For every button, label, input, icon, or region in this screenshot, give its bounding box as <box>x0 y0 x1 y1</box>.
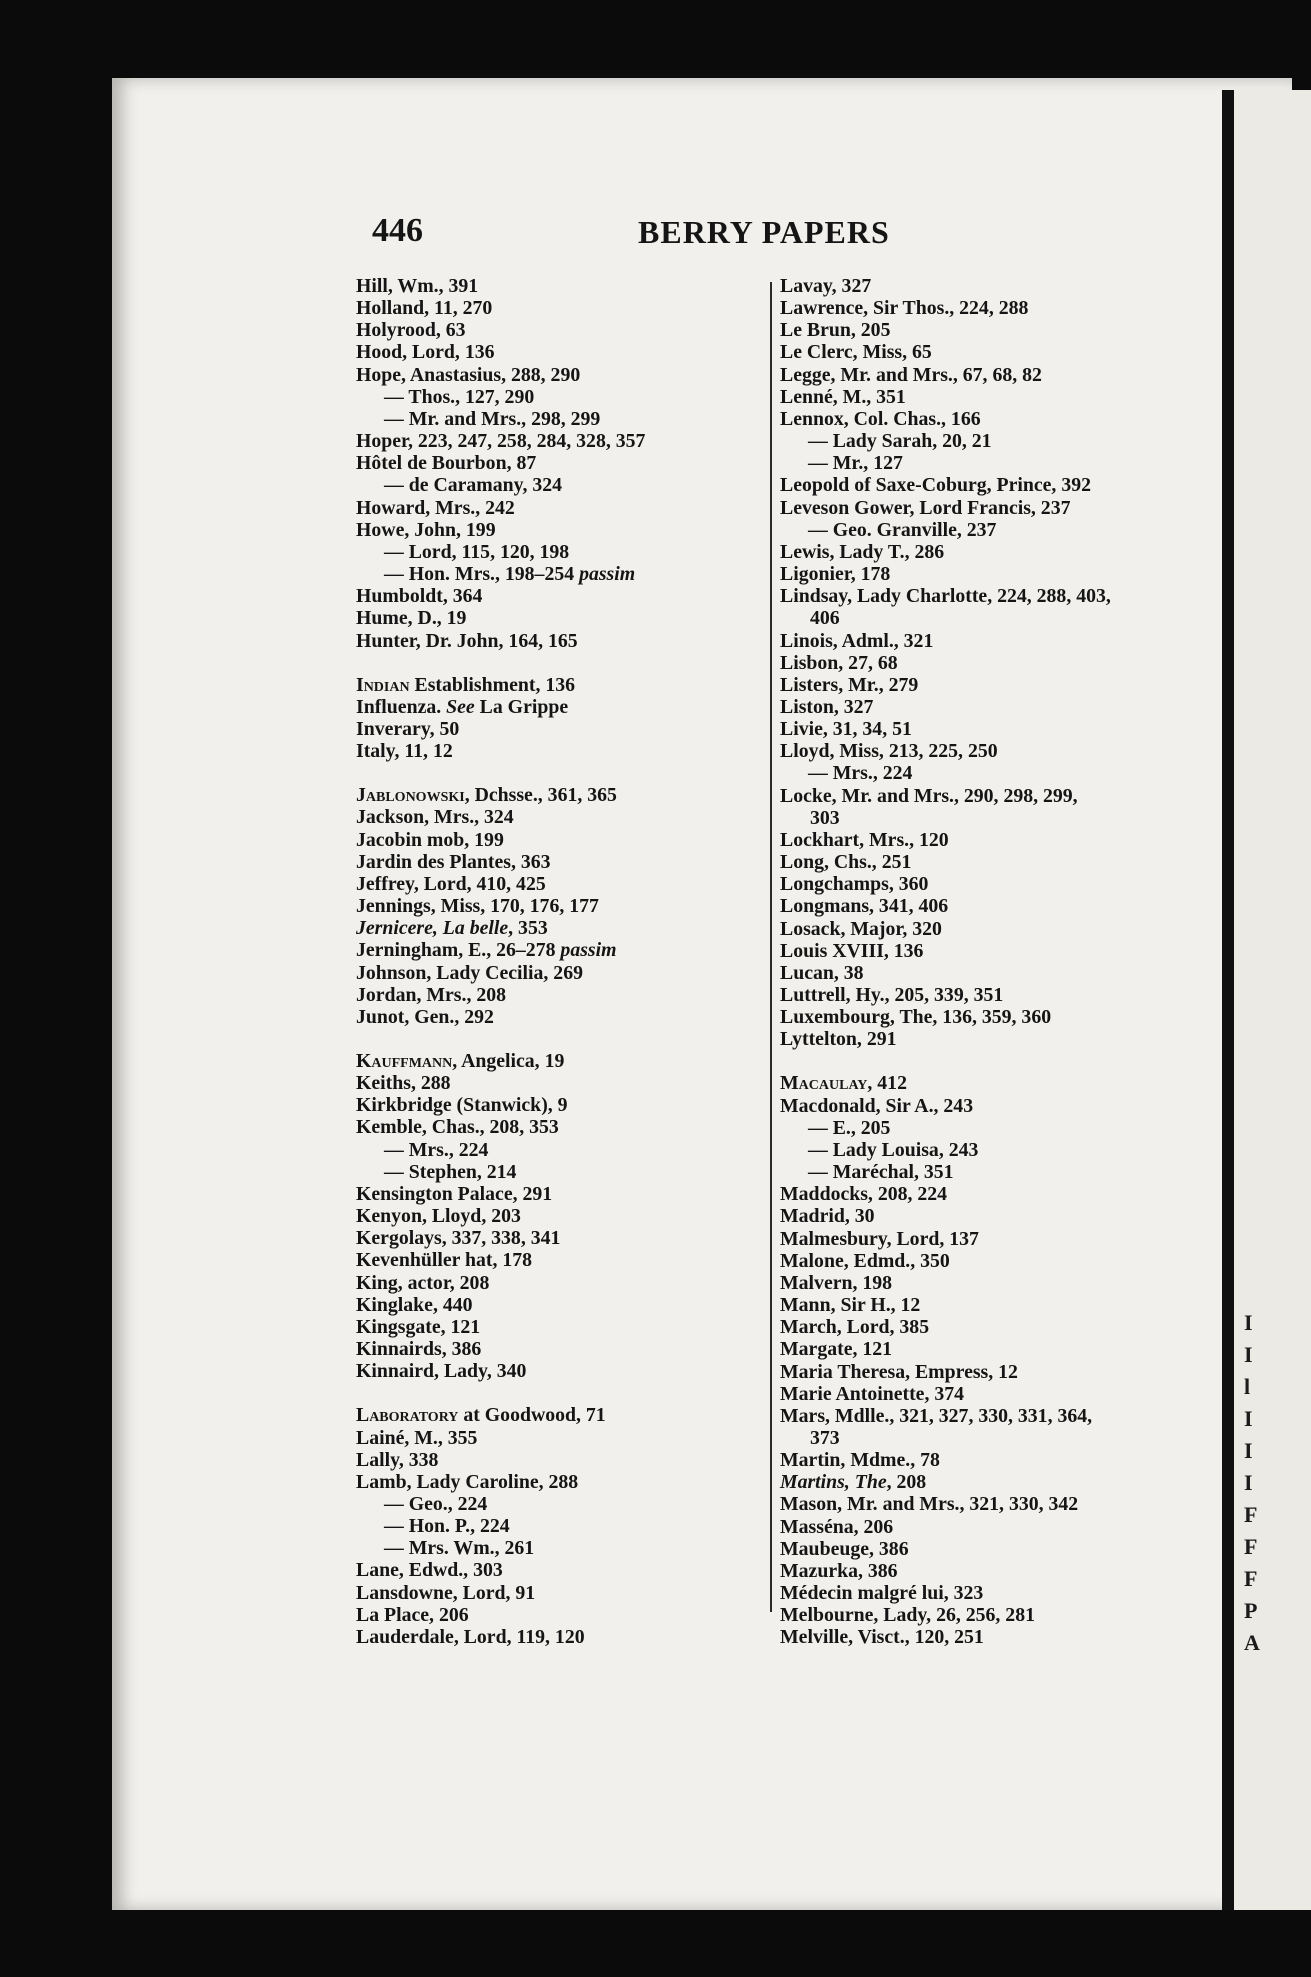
adjacent-page-letter: F <box>1244 1566 1258 1591</box>
entry-text: Junot, Gen., 292 <box>356 1005 494 1028</box>
entry-text: Locke, Mr. and Mrs., 290, 298, 299, <box>780 784 1078 807</box>
index-entry <box>356 1360 741 1382</box>
entry-text: Le Clerc, Miss, 65 <box>780 341 932 364</box>
index-entry <box>356 917 741 939</box>
index-entry <box>780 652 1200 674</box>
entry-text: — Lady Sarah, 20, 21 <box>808 430 992 453</box>
entry-text: 303 <box>810 806 840 829</box>
index-entry <box>356 851 741 873</box>
index-entry <box>356 1006 741 1028</box>
index-entry <box>780 895 1200 917</box>
entry-text: — Mr., 127 <box>808 452 903 475</box>
index-entry <box>780 386 1200 408</box>
index-entry <box>356 497 741 519</box>
entry-text: Macdonald, Sir A., 243 <box>780 1094 974 1117</box>
index-entry <box>356 430 741 452</box>
index-entry <box>356 718 741 740</box>
adjacent-page-letter: I <box>1244 1470 1253 1495</box>
entry-text: Maddocks, 208, 224 <box>780 1183 948 1206</box>
adjacent-page-letter: I <box>1244 1310 1253 1335</box>
index-entry <box>780 563 1200 585</box>
index-entry <box>780 984 1200 1006</box>
index-entry <box>356 829 741 851</box>
index-entry <box>780 408 1200 430</box>
index-entry <box>356 1449 741 1471</box>
entry-text: Leopold of Saxe-Coburg, Prince, 392 <box>780 474 1091 497</box>
entry-text: Mann, Sir H., 12 <box>780 1294 921 1317</box>
index-entry <box>780 1361 1200 1383</box>
index-entry <box>356 1227 741 1249</box>
index-entry <box>356 319 741 341</box>
index-entry <box>356 806 741 828</box>
index-entry <box>356 962 741 984</box>
entry-text: Mazurka, 386 <box>780 1559 898 1582</box>
index-entry <box>780 1272 1200 1294</box>
entry-text: Kenyon, Lloyd, 203 <box>356 1205 521 1228</box>
index-entry <box>356 1338 741 1360</box>
adjacent-page-edge <box>1234 90 1311 1910</box>
entry-text: Hope, Anastasius, 288, 290 <box>356 363 581 386</box>
entry-text: Influenza. <box>356 695 447 718</box>
entry-text: — Stephen, 214 <box>384 1160 517 1183</box>
index-entry <box>356 1559 741 1581</box>
entry-text: Martin, Mdme., 78 <box>780 1449 940 1472</box>
entry-text: Maubeuge, 386 <box>780 1537 909 1560</box>
index-entry <box>780 696 1200 718</box>
index-entry <box>780 674 1200 696</box>
index-entry <box>356 674 741 696</box>
entry-text: Lavay, 327 <box>780 275 872 297</box>
entry-text: Howard, Mrs., 242 <box>356 496 515 519</box>
entry-text: Establishment, 136 <box>409 673 576 696</box>
index-entry <box>780 1117 1200 1139</box>
entry-text: Melville, Visct., 120, 251 <box>780 1626 984 1649</box>
index-entry <box>356 1050 741 1072</box>
entry-text: Jardin des Plantes, 363 <box>356 850 551 873</box>
index-entry <box>780 940 1200 962</box>
entry-text: Lyttelton, 291 <box>780 1028 897 1051</box>
entry-text: Melbourne, Lady, 26, 256, 281 <box>780 1604 1035 1627</box>
index-entry <box>356 1515 741 1537</box>
entry-text: Kergolays, 337, 338, 341 <box>356 1227 561 1250</box>
entry-text: at Goodwood, 71 <box>458 1404 606 1427</box>
index-entry <box>356 275 741 297</box>
adjacent-page-letter: I <box>1244 1406 1253 1431</box>
entry-text: Hôtel de Bourbon, 87 <box>356 452 537 475</box>
entry-text: Humboldt, 364 <box>356 585 483 608</box>
entry-text: Long, Chs., 251 <box>780 851 912 874</box>
index-entry <box>780 630 1200 652</box>
entry-text: Malvern, 198 <box>780 1271 893 1294</box>
index-entry <box>356 630 741 652</box>
entry-text: Longchamps, 360 <box>780 873 929 896</box>
entry-italic-title: Jernicere, La belle <box>356 917 509 940</box>
index-entry <box>780 1604 1200 1626</box>
entry-text: Kinglake, 440 <box>356 1293 473 1316</box>
index-entry <box>356 341 741 363</box>
entry-text: Linois, Adml., 321 <box>780 629 934 652</box>
entry-text: La Grippe <box>474 695 569 718</box>
entry-text: Hunter, Dr. John, 164, 165 <box>356 629 578 652</box>
entry-lead-word: Kauffmann <box>356 1050 453 1072</box>
index-entry <box>356 1072 741 1094</box>
adjacent-page-letter: F <box>1244 1534 1258 1559</box>
index-entry <box>780 762 1200 784</box>
entry-text: Howe, John, 199 <box>356 518 496 541</box>
entry-text: Médecin malgré lui, 323 <box>780 1582 984 1605</box>
index-entry <box>356 519 741 541</box>
index-entry <box>356 784 741 806</box>
index-entry <box>356 1094 741 1116</box>
index-entry <box>780 497 1200 519</box>
index-entry <box>356 1294 741 1316</box>
index-entry <box>356 984 741 1006</box>
index-entry <box>780 1183 1200 1205</box>
entry-text: Losack, Major, 320 <box>780 917 942 940</box>
index-entry <box>356 408 741 430</box>
entry-text: King, actor, 208 <box>356 1271 490 1294</box>
entry-text: Lenné, M., 351 <box>780 385 906 408</box>
entry-text: Kirkbridge (Stanwick), 9 <box>356 1094 568 1117</box>
index-entry <box>356 474 741 496</box>
entry-text: Holyrood, 63 <box>356 319 466 342</box>
index-entry <box>780 1228 1200 1250</box>
index-entry <box>780 785 1200 807</box>
entry-text: Hoper, 223, 247, 258, 284, 328, 357 <box>356 430 646 453</box>
index-entry <box>356 873 741 895</box>
index-entry <box>356 1161 741 1183</box>
entry-text: — Hon. P., 224 <box>384 1515 510 1538</box>
entry-passim: passim <box>560 939 617 962</box>
entry-text: Margate, 121 <box>780 1338 893 1361</box>
entry-text: Lainé, M., 355 <box>356 1426 478 1449</box>
entry-text: , 412 <box>867 1072 907 1095</box>
entry-text: — Maréchal, 351 <box>808 1161 954 1184</box>
entry-text: Lucan, 38 <box>780 961 864 984</box>
index-entry <box>356 1316 741 1338</box>
adjacent-page-letter: A <box>1244 1630 1260 1655</box>
index-entry <box>356 1272 741 1294</box>
index-entry <box>780 1560 1200 1582</box>
index-entry <box>780 1405 1200 1427</box>
entry-text: — Mr. and Mrs., 298, 299 <box>384 407 601 430</box>
index-entry <box>780 319 1200 341</box>
index-entry <box>780 297 1200 319</box>
index-entry <box>356 1116 741 1138</box>
index-entry <box>356 607 741 629</box>
running-title: BERRY PAPERS <box>638 214 890 250</box>
entry-text: Jackson, Mrs., 324 <box>356 806 514 829</box>
entry-text: Jordan, Mrs., 208 <box>356 983 507 1006</box>
index-entry <box>780 1006 1200 1028</box>
index-entry <box>780 1316 1200 1338</box>
entry-lead-word: Macaulay <box>780 1072 868 1095</box>
entry-text: Jacobin mob, 199 <box>356 828 504 851</box>
entry-text: Jeffrey, Lord, 410, 425 <box>356 872 546 895</box>
index-entry <box>356 1626 741 1648</box>
index-entry <box>356 1205 741 1227</box>
entry-text: Lauderdale, Lord, 119, 120 <box>356 1625 585 1648</box>
entry-text: Legge, Mr. and Mrs., 67, 68, 82 <box>780 363 1042 386</box>
page-header <box>372 212 932 252</box>
entry-text: , Angelica, 19 <box>452 1050 565 1072</box>
index-entry <box>356 585 741 607</box>
index-entry <box>780 1250 1200 1272</box>
entry-text: Johnson, Lady Cecilia, 269 <box>356 961 583 984</box>
entry-text: — E., 205 <box>808 1116 891 1139</box>
entry-text: Italy, 11, 12 <box>356 740 453 763</box>
entry-text: — Mrs., 224 <box>808 762 913 785</box>
adjacent-page-letter: I <box>1244 1438 1253 1463</box>
index-entry <box>780 829 1200 851</box>
index-entry <box>356 1404 741 1426</box>
entry-text: Holland, 11, 270 <box>356 297 493 320</box>
entry-text: — Geo. Granville, 237 <box>808 518 997 541</box>
entry-text: Kinnairds, 386 <box>356 1338 482 1361</box>
index-entry <box>780 1161 1200 1183</box>
entry-text: Liston, 327 <box>780 695 874 718</box>
adjacent-page-letter: I <box>1244 1342 1253 1367</box>
index-entry <box>356 452 741 474</box>
entry-lead-word: Laboratory <box>356 1404 459 1427</box>
entry-lead-word: Jablonowski <box>356 784 465 807</box>
entry-text: Lawrence, Sir Thos., 224, 288 <box>780 297 1029 320</box>
entry-text: Livie, 31, 34, 51 <box>780 718 912 741</box>
entry-text: Listers, Mr., 279 <box>780 673 919 696</box>
adjacent-page-letter: F <box>1244 1502 1258 1527</box>
entry-text: Ligonier, 178 <box>780 563 891 586</box>
index-entry <box>356 939 741 961</box>
index-entry <box>780 585 1200 607</box>
entry-text: Mars, Mdlle., 321, 327, 330, 331, 364, <box>780 1404 1093 1427</box>
index-entry <box>780 474 1200 496</box>
entry-text: , 208 <box>886 1471 927 1494</box>
index-entry <box>356 1493 741 1515</box>
entry-text: Maria Theresa, Empress, 12 <box>780 1360 1018 1383</box>
entry-text: — Lady Louisa, 243 <box>808 1138 979 1161</box>
entry-text: — Lord, 115, 120, 198 <box>384 540 570 563</box>
entry-text: 373 <box>810 1426 840 1449</box>
entry-text: Keiths, 288 <box>356 1072 451 1095</box>
entry-text: Hill, Wm., 391 <box>356 275 479 297</box>
index-entry <box>356 696 741 718</box>
entry-text: — Mrs., 224 <box>384 1138 489 1161</box>
index-entry <box>780 364 1200 386</box>
index-entry <box>780 607 1200 629</box>
entry-text: Hume, D., 19 <box>356 607 467 630</box>
index-entry <box>780 1471 1200 1493</box>
entry-text: Malone, Edmd., 350 <box>780 1249 950 1272</box>
index-entry <box>780 1449 1200 1471</box>
index-entry <box>780 1493 1200 1515</box>
index-entry <box>780 1072 1200 1094</box>
index-entry <box>780 1338 1200 1360</box>
index-entry <box>780 740 1200 762</box>
entry-text: Luttrell, Hy., 205, 339, 351 <box>780 984 1004 1006</box>
index-entry <box>356 1139 741 1161</box>
entry-text: Longmans, 341, 406 <box>780 895 949 918</box>
entry-text: Leveson Gower, Lord Francis, 237 <box>780 496 1071 519</box>
page-gutter <box>1222 90 1234 1910</box>
entry-text: March, Lord, 385 <box>780 1316 930 1339</box>
index-entry <box>356 1471 741 1493</box>
entry-text: Marie Antoinette, 374 <box>780 1382 965 1405</box>
adjacent-page-letter: P <box>1244 1598 1258 1623</box>
entry-text: Kingsgate, 121 <box>356 1315 481 1338</box>
entry-italic-title: Martins, The <box>780 1471 887 1494</box>
index-entry <box>356 1582 741 1604</box>
entry-text: , 353 <box>508 917 548 940</box>
entry-passim: passim <box>579 563 636 586</box>
index-entry <box>356 541 741 563</box>
index-entry <box>780 275 1200 297</box>
entry-lead-word: Indian <box>356 673 410 696</box>
entry-text: La Place, 206 <box>356 1603 469 1626</box>
index-entry <box>780 1095 1200 1117</box>
index-entry <box>356 1183 741 1205</box>
entry-text: Luxembourg, The, 136, 359, 360 <box>780 1006 1052 1029</box>
index-entry <box>780 1516 1200 1538</box>
entry-text: Jerningham, E., 26–278 <box>356 939 561 962</box>
index-entry <box>780 962 1200 984</box>
entry-text: Masséna, 206 <box>780 1515 894 1538</box>
index-column-right <box>780 275 1200 1649</box>
adjacent-page-letter: l <box>1244 1374 1251 1399</box>
entry-text: Lansdowne, Lord, 91 <box>356 1581 536 1604</box>
entry-text: — Mrs. Wm., 261 <box>384 1537 535 1560</box>
entry-text: Lockhart, Mrs., 120 <box>780 828 949 851</box>
entry-text: Mason, Mr. and Mrs., 321, 330, 342 <box>780 1493 1079 1516</box>
index-entry <box>780 452 1200 474</box>
index-entry <box>780 873 1200 895</box>
index-entry <box>356 1604 741 1626</box>
index-entry <box>780 1205 1200 1227</box>
index-entry <box>780 918 1200 940</box>
column-divider <box>770 282 772 1612</box>
entry-text: — de Caramany, 324 <box>384 474 563 497</box>
index-entry <box>780 1139 1200 1161</box>
index-entry <box>780 519 1200 541</box>
entry-text: — Geo., 224 <box>384 1492 488 1515</box>
entry-text: Hood, Lord, 136 <box>356 341 495 364</box>
index-entry <box>356 740 741 762</box>
entry-text: Lewis, Lady T., 286 <box>780 540 945 563</box>
index-entry <box>356 1537 741 1559</box>
index-entry <box>780 1582 1200 1604</box>
entry-text: , Dchsse., 361, 365 <box>464 784 617 807</box>
index-entry <box>780 1383 1200 1405</box>
entry-text: Kemble, Chas., 208, 353 <box>356 1116 559 1139</box>
entry-text: Lally, 338 <box>356 1448 439 1471</box>
index-entry <box>356 1249 741 1271</box>
entry-text: Le Brun, 205 <box>780 319 891 342</box>
entry-text: Lamb, Lady Caroline, 288 <box>356 1470 579 1493</box>
page-number: 446 <box>372 212 423 249</box>
entry-text: Louis XVIII, 136 <box>780 939 924 962</box>
entry-text: — Hon. Mrs., 198–254 <box>384 563 580 586</box>
index-entry <box>780 430 1200 452</box>
index-entry <box>780 1294 1200 1316</box>
entry-text: Inverary, 50 <box>356 717 460 740</box>
index-column-left <box>356 275 741 1648</box>
index-entry <box>780 541 1200 563</box>
index-entry <box>780 807 1200 829</box>
entry-text: Madrid, 30 <box>780 1205 875 1228</box>
index-entry <box>780 1028 1200 1050</box>
index-entry <box>780 718 1200 740</box>
entry-text: Lane, Edwd., 303 <box>356 1559 503 1582</box>
entry-text: Kinnaird, Lady, 340 <box>356 1360 527 1383</box>
entry-text: Lisbon, 27, 68 <box>780 651 898 674</box>
index-entry <box>780 1538 1200 1560</box>
entry-text: Malmesbury, Lord, 137 <box>780 1227 979 1250</box>
entry-text: Lennox, Col. Chas., 166 <box>780 407 981 430</box>
entry-text: Jennings, Miss, 170, 176, 177 <box>356 895 599 918</box>
entry-text: — Thos., 127, 290 <box>384 385 535 408</box>
entry-text: Kevenhüller hat, 178 <box>356 1249 533 1272</box>
entry-see-reference: See <box>446 695 475 718</box>
entry-text: Lloyd, Miss, 213, 225, 250 <box>780 740 998 763</box>
index-entry <box>780 1427 1200 1449</box>
entry-text: Kensington Palace, 291 <box>356 1182 553 1205</box>
index-entry <box>356 563 741 585</box>
index-entry <box>356 386 741 408</box>
index-entry <box>356 895 741 917</box>
entry-text: Lindsay, Lady Charlotte, 224, 288, 403, <box>780 585 1111 608</box>
index-entry <box>780 341 1200 363</box>
index-entry <box>780 851 1200 873</box>
entry-text: 406 <box>810 607 840 630</box>
index-entry <box>356 297 741 319</box>
index-entry <box>356 364 741 386</box>
index-entry <box>356 1427 741 1449</box>
index-entry <box>780 1626 1200 1648</box>
